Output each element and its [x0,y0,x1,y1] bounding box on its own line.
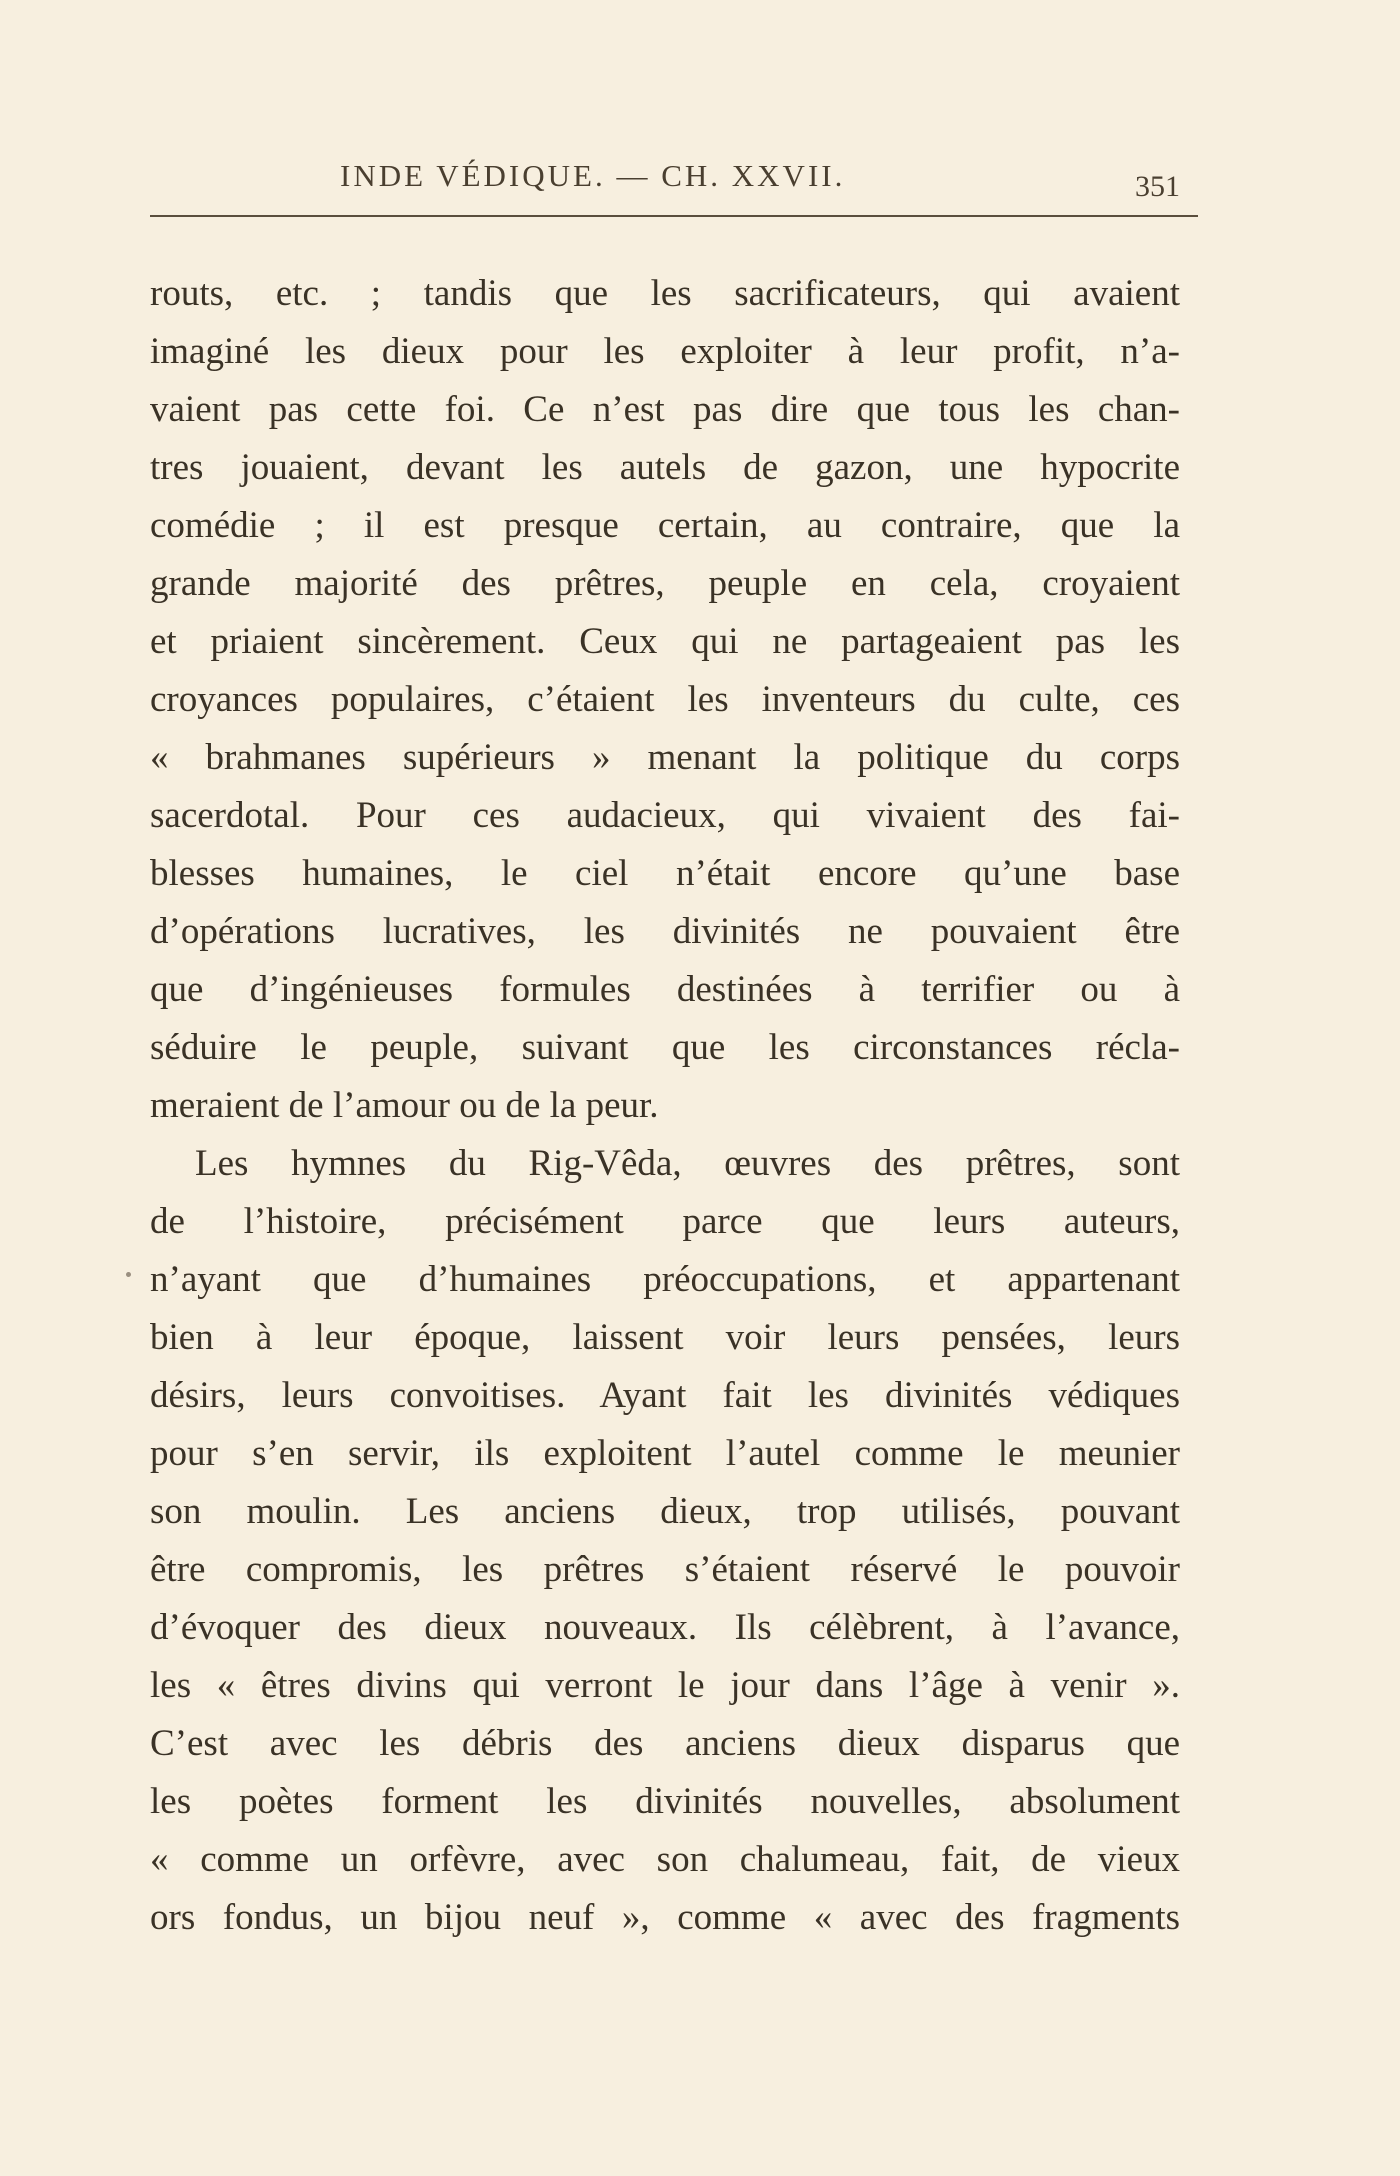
text-line: séduire le peuple, suivant que les circonstances récla- [150,1027,1180,1068]
text-line: blesses humaines, le ciel n’était encore qu’une base [150,853,1180,894]
text-line: imaginé les dieux pour les exploiter à leur profit, n’a- [150,331,1180,372]
text-line: sacerdotal. Pour ces audacieux, qui vivaient des fai- [150,795,1180,836]
text-line: les poètes forment les divinités nouvelles, absolument [150,1781,1180,1822]
text-line: comédie ; il est presque certain, au contraire, que la [150,505,1180,546]
text-line: de l’histoire, précisément parce que leurs auteurs, [150,1201,1180,1242]
running-head [150,158,1180,203]
text-line: être compromis, les prêtres s’étaient réservé le pouvoir [150,1549,1180,1590]
page-number: 351 [1135,170,1180,203]
header-rule [150,215,1198,217]
text-line: C’est avec les débris des anciens dieux disparus que [150,1723,1180,1764]
text-line: croyances populaires, c’étaient les inventeurs du culte, ces [150,679,1180,720]
text-line: n’ayant que d’humaines préoccupations, et appartenant [150,1259,1180,1300]
text-line: tres jouaient, devant les autels de gazon, une hypocrite [150,447,1180,488]
text-line: son moulin. Les anciens dieux, trop utilisés, pouvant [150,1491,1180,1532]
text-line: vaient pas cette foi. Ce n’est pas dire que tous les chan- [150,389,1180,430]
text-line: bien à leur époque, laissent voir leurs pensées, leurs [150,1317,1180,1358]
text-line: d’évoquer des dieux nouveaux. Ils célèbrent, à l’avance, [150,1607,1180,1648]
body-text [150,265,1180,1947]
text-line: « brahmanes supérieurs » menant la politique du corps [150,737,1180,778]
text-line: « comme un orfèvre, avec son chalumeau, fait, de vieux [150,1839,1180,1880]
text-line: désirs, leurs convoitises. Ayant fait les divinités védiques [150,1375,1180,1416]
text-line: pour s’en servir, ils exploitent l’autel comme le meunier [150,1433,1180,1474]
text-line: ors fondus, un bijou neuf », comme « avec des fragments [150,1897,1180,1938]
text-line: les « êtres divins qui verront le jour dans l’âge à venir ». [150,1665,1180,1706]
text-line: routs, etc. ; tandis que les sacrificateurs, qui avaient [150,273,1180,314]
paragraph-last-line: meraient de l’amour ou de la peur. [150,1085,659,1126]
margin-mark [126,1272,131,1277]
text-line: d’opérations lucratives, les divinités ne pouvaient être [150,911,1180,952]
text-line: grande majorité des prêtres, peuple en cela, croyaient [150,563,1180,604]
paragraph-first-line: Les hymnes du Rig-Vêda, œuvres des prêtres, sont [195,1143,1180,1184]
text-line: que d’ingénieuses formules destinées à terrifier ou à [150,969,1180,1010]
running-title: INDE VÉDIQUE. — CH. XXVII. [340,158,846,193]
text-line: et priaient sincèrement. Ceux qui ne partageaient pas les [150,621,1180,662]
